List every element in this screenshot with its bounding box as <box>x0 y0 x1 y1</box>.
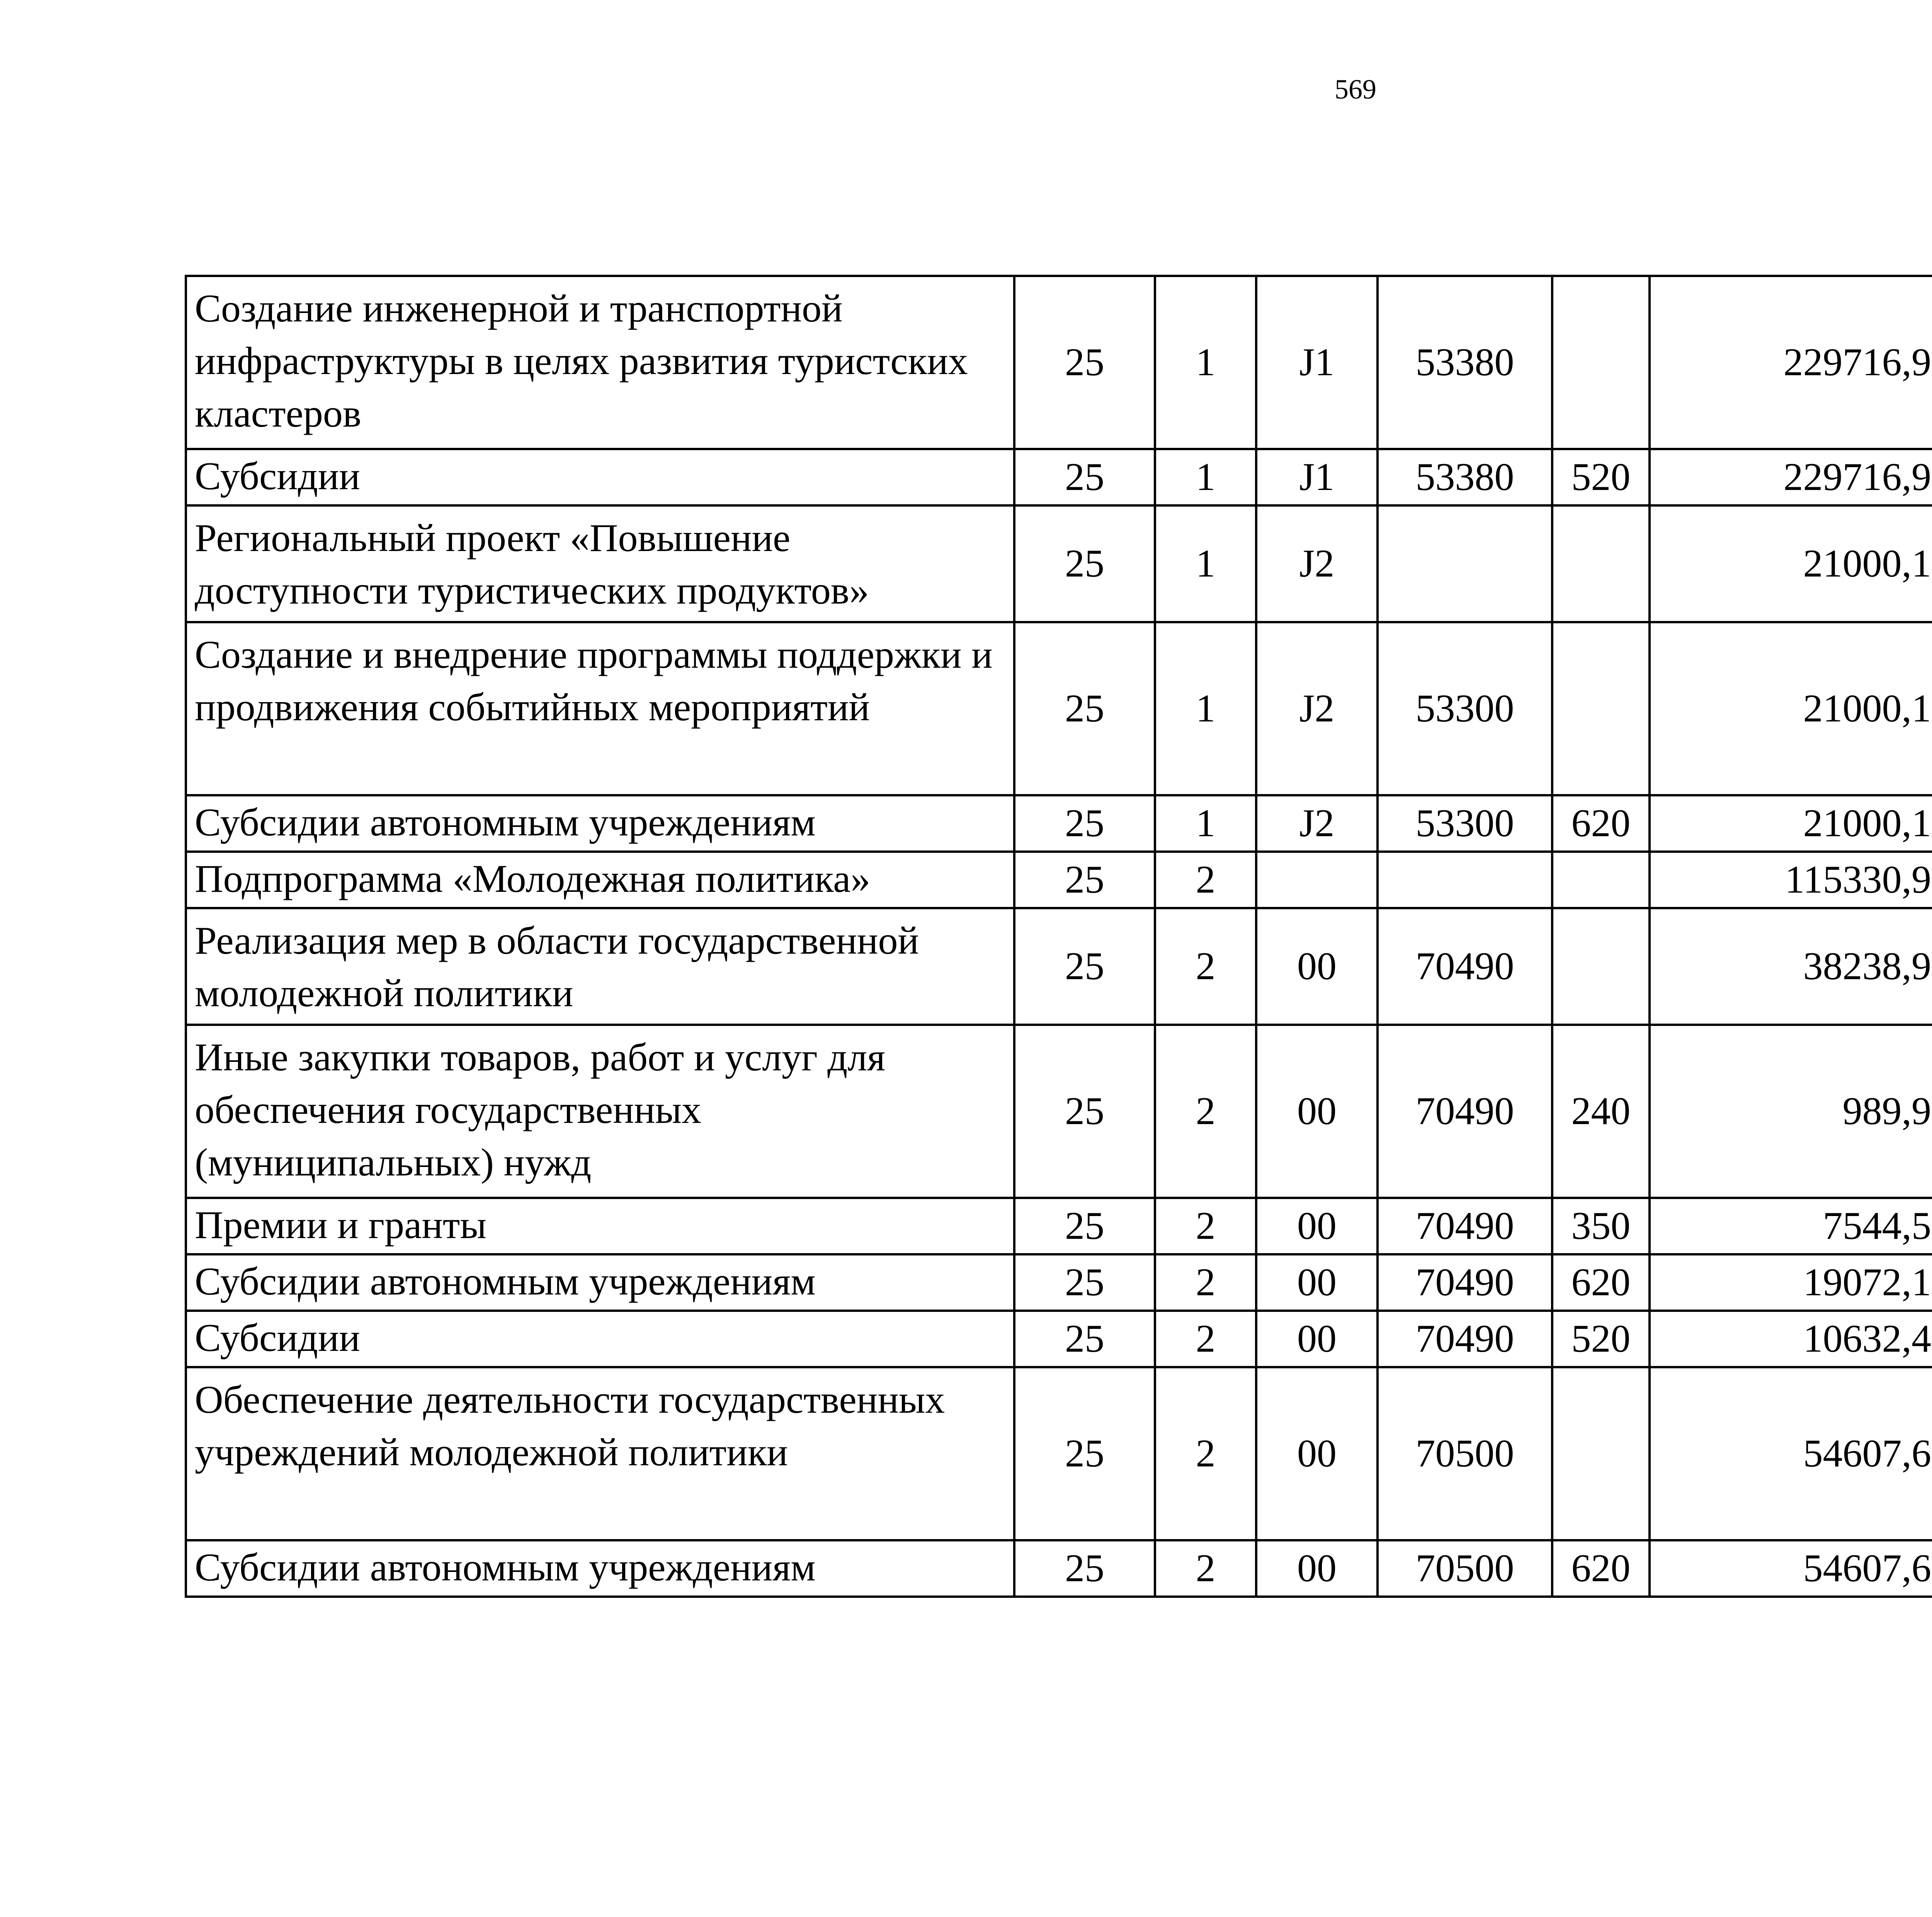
expense-type-code <box>1552 852 1650 908</box>
subprogram-code: 1 <box>1155 276 1256 449</box>
direction-code: 70500 <box>1378 1367 1552 1540</box>
amount-1: 19072,1 <box>1650 1254 1932 1311</box>
amount-1: 54607,6 <box>1650 1540 1932 1597</box>
direction-code: 70490 <box>1378 908 1552 1025</box>
amount-1: 10632,4 <box>1650 1311 1932 1367</box>
expense-type-code <box>1552 1367 1650 1540</box>
amount-1: 229716,9 <box>1650 449 1932 505</box>
direction-code: 53380 <box>1378 276 1552 449</box>
subprogram-code: 2 <box>1155 1367 1256 1540</box>
project-code: 00 <box>1256 1311 1378 1367</box>
expense-type-code: 620 <box>1552 1540 1650 1597</box>
section-code: 25 <box>1014 276 1155 449</box>
project-code: J2 <box>1256 795 1378 852</box>
section-code: 25 <box>1014 1254 1155 1311</box>
amount-1: 7544,5 <box>1650 1198 1932 1254</box>
section-code: 25 <box>1014 1367 1155 1540</box>
row-name: Иные закупки товаров, работ и услуг для обеспечения государственных (муниципальных) нужд <box>186 1025 1014 1198</box>
direction-code <box>1378 505 1552 622</box>
amount-1: 229716,9 <box>1650 276 1932 449</box>
row-name: Создание и внедрение программы поддержки и продвижения событийных мероприятий <box>186 622 1014 795</box>
table-row <box>186 852 1932 908</box>
project-code: 00 <box>1256 1025 1378 1198</box>
table-row <box>186 1540 1932 1597</box>
project-code: 00 <box>1256 908 1378 1025</box>
expense-type-code: 350 <box>1552 1198 1650 1254</box>
direction-code <box>1378 852 1552 908</box>
direction-code: 53300 <box>1378 622 1552 795</box>
table-row <box>186 1198 1932 1254</box>
section-code: 25 <box>1014 1311 1155 1367</box>
section-code: 25 <box>1014 622 1155 795</box>
expense-type-code: 620 <box>1552 1254 1650 1311</box>
subprogram-code: 2 <box>1155 908 1256 1025</box>
subprogram-code: 2 <box>1155 1540 1256 1597</box>
table-row <box>186 1311 1932 1367</box>
project-code: J2 <box>1256 622 1378 795</box>
subprogram-code: 1 <box>1155 449 1256 505</box>
direction-code: 70500 <box>1378 1540 1552 1597</box>
section-code: 25 <box>1014 449 1155 505</box>
expense-type-code <box>1552 505 1650 622</box>
project-code: J1 <box>1256 449 1378 505</box>
table-row <box>186 1367 1932 1540</box>
direction-code: 53380 <box>1378 449 1552 505</box>
project-code: 00 <box>1256 1540 1378 1597</box>
section-code: 25 <box>1014 1025 1155 1198</box>
direction-code: 70490 <box>1378 1025 1552 1198</box>
expense-type-code: 240 <box>1552 1025 1650 1198</box>
row-name: Реализация мер в области государственной молодежной политики <box>186 908 1014 1025</box>
row-name: Премии и гранты <box>186 1198 1014 1254</box>
expense-type-code: 520 <box>1552 449 1650 505</box>
direction-code: 70490 <box>1378 1254 1552 1311</box>
subprogram-code: 1 <box>1155 622 1256 795</box>
row-name: Субсидии автономным учреждениям <box>186 795 1014 852</box>
direction-code: 70490 <box>1378 1198 1552 1254</box>
row-name: Подпрограмма «Молодежная политика» <box>186 852 1014 908</box>
section-code: 25 <box>1014 908 1155 1025</box>
page-number: 569 <box>1335 74 1376 105</box>
subprogram-code: 2 <box>1155 1198 1256 1254</box>
subprogram-code: 2 <box>1155 852 1256 908</box>
expense-type-code: 520 <box>1552 1311 1650 1367</box>
table-row <box>186 505 1932 622</box>
table-row <box>186 276 1932 449</box>
row-name: Субсидии автономным учреждениям <box>186 1540 1014 1597</box>
row-name: Субсидии <box>186 1311 1014 1367</box>
table-row <box>186 1254 1932 1311</box>
table-row <box>186 908 1932 1025</box>
amount-1: 21000,1 <box>1650 795 1932 852</box>
budget-table <box>185 275 1932 1598</box>
table-row <box>186 449 1932 505</box>
amount-1: 54607,6 <box>1650 1367 1932 1540</box>
project-code <box>1256 852 1378 908</box>
project-code: 00 <box>1256 1198 1378 1254</box>
row-name: Субсидии <box>186 449 1014 505</box>
section-code: 25 <box>1014 795 1155 852</box>
section-code: 25 <box>1014 505 1155 622</box>
subprogram-code: 1 <box>1155 795 1256 852</box>
table-row <box>186 1025 1932 1198</box>
amount-1: 21000,1 <box>1650 505 1932 622</box>
project-code: J1 <box>1256 276 1378 449</box>
subprogram-code: 1 <box>1155 505 1256 622</box>
expense-type-code <box>1552 622 1650 795</box>
expense-type-code <box>1552 908 1650 1025</box>
amount-1: 21000,1 <box>1650 622 1932 795</box>
project-code: 00 <box>1256 1254 1378 1311</box>
expense-type-code <box>1552 276 1650 449</box>
section-code: 25 <box>1014 1540 1155 1597</box>
section-code: 25 <box>1014 1198 1155 1254</box>
table-row <box>186 795 1932 852</box>
row-name: Региональный проект «Повышение доступности туристических продуктов» <box>186 505 1014 622</box>
direction-code: 53300 <box>1378 795 1552 852</box>
amount-1: 38238,9 <box>1650 908 1932 1025</box>
table-row <box>186 622 1932 795</box>
row-name: Обеспечение деятельности государственных учреждений молодежной политики <box>186 1367 1014 1540</box>
subprogram-code: 2 <box>1155 1025 1256 1198</box>
subprogram-code: 2 <box>1155 1311 1256 1367</box>
section-code: 25 <box>1014 852 1155 908</box>
row-name: Субсидии автономным учреждениям <box>186 1254 1014 1311</box>
project-code: 00 <box>1256 1367 1378 1540</box>
amount-1: 115330,9 <box>1650 852 1932 908</box>
expense-type-code: 620 <box>1552 795 1650 852</box>
amount-1: 989,9 <box>1650 1025 1932 1198</box>
project-code: J2 <box>1256 505 1378 622</box>
direction-code: 70490 <box>1378 1311 1552 1367</box>
row-name: Создание инженерной и транспортной инфраструктуры в целях развития туристских кластеров <box>186 276 1014 449</box>
subprogram-code: 2 <box>1155 1254 1256 1311</box>
